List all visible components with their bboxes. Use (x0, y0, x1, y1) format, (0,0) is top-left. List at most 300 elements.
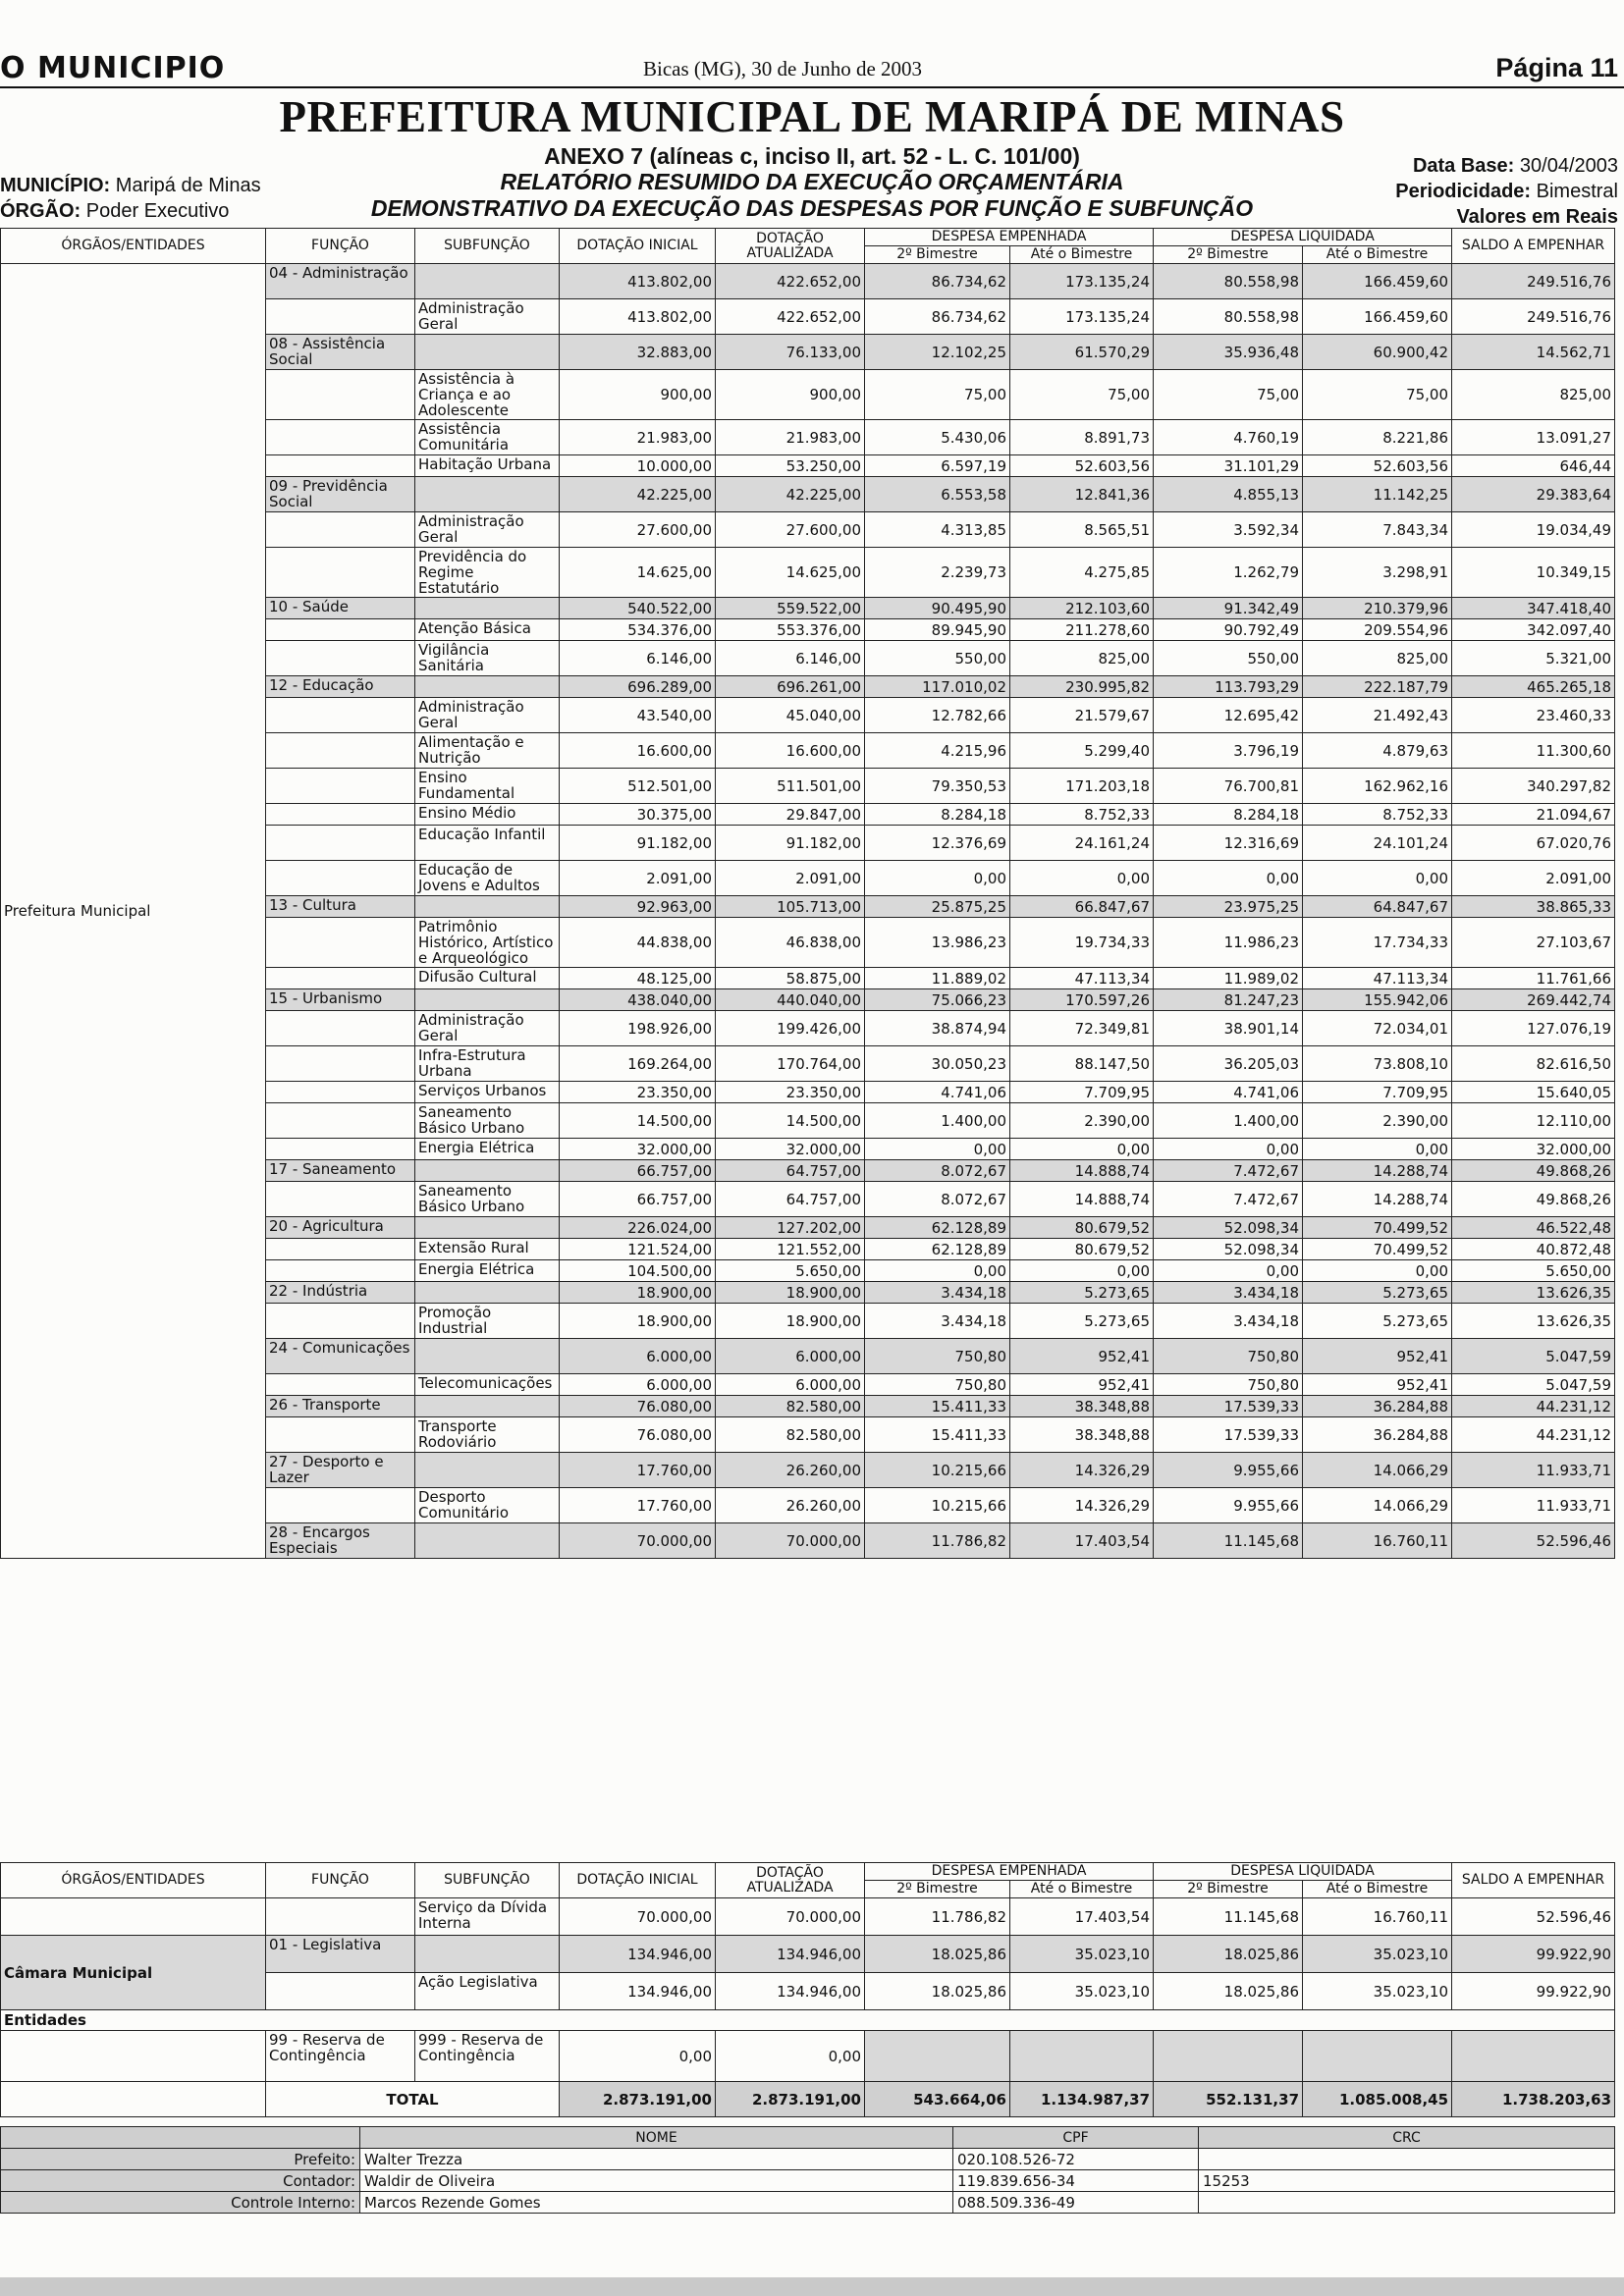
value-cell: 6.597,19 (865, 455, 1010, 477)
value-cell: 14.500,00 (560, 1103, 716, 1139)
value-cell: 3.434,18 (865, 1304, 1010, 1339)
value-cell: 11.786,82 (865, 1898, 1010, 1936)
value-cell: 16.600,00 (716, 733, 865, 769)
value-cell: 199.426,00 (716, 1011, 865, 1046)
value-cell: 36.284,88 (1303, 1417, 1452, 1453)
funcao-cell (266, 769, 415, 804)
value-cell: 7.843,34 (1303, 512, 1452, 548)
value-cell: 14.066,29 (1303, 1488, 1452, 1523)
value-cell: 44.838,00 (560, 918, 716, 968)
value-cell: 14.288,74 (1303, 1182, 1452, 1217)
subfuncao-cell: Previdência do Regime Estatutário (415, 548, 560, 598)
subfuncao-cell: Administração Geral (415, 299, 560, 335)
value-cell: 4.215,96 (865, 733, 1010, 769)
value-cell: 75.066,23 (865, 989, 1010, 1011)
value-cell: 25.875,25 (865, 896, 1010, 918)
signature-role: Controle Interno: (1, 2192, 360, 2214)
value-cell: 64.757,00 (716, 1182, 865, 1217)
data-base-label: Data Base: (1412, 155, 1515, 177)
valores-label: Valores em Reais (1456, 206, 1618, 228)
value-cell: 1.262,79 (1154, 548, 1303, 598)
empty-cell (1303, 2031, 1452, 2082)
value-cell: 9.955,66 (1154, 1453, 1303, 1488)
value-cell: 30.375,00 (560, 804, 716, 826)
header-crc: CRC (1199, 2127, 1615, 2149)
value-cell: 212.103,60 (1010, 598, 1154, 619)
total-value: 543.664,06 (865, 2082, 1010, 2117)
header-subfuncao: SUBFUNÇÃO (415, 229, 560, 264)
value-cell: 750,80 (865, 1339, 1010, 1374)
value-cell: 8.891,73 (1010, 420, 1154, 455)
value-cell: 76.133,00 (716, 335, 865, 370)
value-cell: 12.110,00 (1452, 1103, 1615, 1139)
value-cell: 11.142,25 (1303, 477, 1452, 512)
value-cell: 24.101,24 (1303, 826, 1452, 861)
value-cell: 75,00 (865, 370, 1010, 420)
value-cell: 38.348,88 (1010, 1396, 1154, 1417)
value-cell: 11.933,71 (1452, 1453, 1615, 1488)
header-despesa-liquidada: DESPESA LIQUIDADA (1154, 1863, 1452, 1881)
funcao-cell: 17 - Saneamento (266, 1160, 415, 1182)
value-cell: 413.802,00 (560, 299, 716, 335)
value-cell: 512.501,00 (560, 769, 716, 804)
value-cell: 13.626,35 (1452, 1304, 1615, 1339)
subfuncao-cell: Assistência à Criança e ao Adolescente (415, 370, 560, 420)
funcao-cell: 10 - Saúde (266, 598, 415, 619)
value-cell: 52.098,34 (1154, 1217, 1303, 1239)
value-cell: 42.225,00 (716, 477, 865, 512)
funcao-cell (266, 1046, 415, 1082)
value-cell: 2.091,00 (560, 861, 716, 896)
value-cell: 117.010,02 (865, 676, 1010, 698)
value-cell: 11.989,02 (1154, 968, 1303, 989)
value-cell: 173.135,24 (1010, 299, 1154, 335)
header-liq-ate: Até o Bimestre (1303, 246, 1452, 264)
funcao-cell (266, 1103, 415, 1139)
value-cell: 0,00 (1303, 1139, 1452, 1160)
signature-cpf: 020.108.526-72 (953, 2149, 1199, 2170)
value-cell: 8.565,51 (1010, 512, 1154, 548)
value-cell: 4.741,06 (865, 1082, 1010, 1103)
header-nome: NOME (360, 2127, 953, 2149)
value-cell: 127.202,00 (716, 1217, 865, 1239)
value-cell: 825,00 (1303, 641, 1452, 676)
signatures-table (0, 2126, 1615, 2214)
funcao-cell (266, 641, 415, 676)
value-cell: 3.434,18 (1154, 1304, 1303, 1339)
value-cell: 413.802,00 (560, 264, 716, 299)
table-row (1, 1898, 1615, 1936)
value-cell: 99.922,90 (1452, 1973, 1615, 2010)
value-cell: 347.418,40 (1452, 598, 1615, 619)
subfuncao-cell (415, 1160, 560, 1182)
subfuncao-cell: Assistência Comunitária (415, 420, 560, 455)
value-cell: 44.231,12 (1452, 1417, 1615, 1453)
value-cell: 70.000,00 (560, 1898, 716, 1936)
value-cell: 52.596,46 (1452, 1523, 1615, 1559)
value-cell: 230.995,82 (1010, 676, 1154, 698)
value-cell: 18.025,86 (865, 1973, 1010, 2010)
value-cell: 23.975,25 (1154, 896, 1303, 918)
value-cell: 29.383,64 (1452, 477, 1615, 512)
value-cell: 26.260,00 (716, 1488, 865, 1523)
value-cell: 23.460,33 (1452, 698, 1615, 733)
value-cell: 105.713,00 (716, 896, 865, 918)
value-cell: 0,00 (1010, 861, 1154, 896)
value-cell: 27.600,00 (560, 512, 716, 548)
value-cell: 21.983,00 (560, 420, 716, 455)
value-cell: 7.709,95 (1303, 1082, 1452, 1103)
value-cell: 2.390,00 (1303, 1103, 1452, 1139)
header-emp-bim2: 2º Bimestre (865, 246, 1010, 264)
value-cell: 31.101,29 (1154, 455, 1303, 477)
value-cell: 27.103,67 (1452, 918, 1615, 968)
value-cell: 90.792,49 (1154, 619, 1303, 641)
value-cell: 559.522,00 (716, 598, 865, 619)
value-cell: 134.946,00 (716, 1936, 865, 1973)
value-cell: 900,00 (716, 370, 865, 420)
subfuncao-cell: Ensino Fundamental (415, 769, 560, 804)
value-cell: 6.146,00 (560, 641, 716, 676)
value-cell: 6.000,00 (716, 1374, 865, 1396)
value-cell: 170.597,26 (1010, 989, 1154, 1011)
value-cell: 422.652,00 (716, 264, 865, 299)
funcao-cell (266, 1011, 415, 1046)
signature-role: Contador: (1, 2170, 360, 2192)
value-cell: 0,00 (865, 861, 1010, 896)
funcao-cell (266, 1488, 415, 1523)
value-cell: 465.265,18 (1452, 676, 1615, 698)
funcao-cell: 27 - Desporto e Lazer (266, 1453, 415, 1488)
value-cell: 91.342,49 (1154, 598, 1303, 619)
value-cell: 342.097,40 (1452, 619, 1615, 641)
value-cell: 62.128,89 (865, 1217, 1010, 1239)
value-cell: 10.215,66 (865, 1488, 1010, 1523)
value-cell: 6.000,00 (716, 1339, 865, 1374)
subfuncao-cell (415, 1396, 560, 1417)
header-liq-bim2: 2º Bimestre (1154, 1881, 1303, 1898)
value-cell: 7.472,67 (1154, 1182, 1303, 1217)
value-cell: 30.050,23 (865, 1046, 1010, 1082)
value-cell: 36.284,88 (1303, 1396, 1452, 1417)
header-row (1, 229, 1615, 246)
value-cell: 249.516,76 (1452, 299, 1615, 335)
value-cell: 35.936,48 (1154, 335, 1303, 370)
value-cell: 5.321,00 (1452, 641, 1615, 676)
value-cell: 750,80 (1154, 1339, 1303, 1374)
header-dotacao-inicial: DOTAÇÃO INICIAL (560, 229, 716, 264)
periodicidade-value: Bimestral (1536, 181, 1618, 202)
signature-name: Waldir de Oliveira (360, 2170, 953, 2192)
value-cell: 3.298,91 (1303, 548, 1452, 598)
value-cell: 64.757,00 (716, 1160, 865, 1182)
value-cell: 14.066,29 (1303, 1453, 1452, 1488)
funcao-row (1, 264, 1615, 299)
value-cell: 14.625,00 (560, 548, 716, 598)
value-cell: 222.187,79 (1303, 676, 1452, 698)
value-cell: 38.348,88 (1010, 1417, 1154, 1453)
value-cell: 21.579,67 (1010, 698, 1154, 733)
value-cell: 104.500,00 (560, 1260, 716, 1282)
value-cell: 35.023,10 (1010, 1973, 1154, 2010)
funcao-cell (266, 370, 415, 420)
signature-crc (1199, 2192, 1615, 2214)
value-cell: 18.900,00 (560, 1304, 716, 1339)
value-cell: 173.135,24 (1010, 264, 1154, 299)
value-cell: 0,00 (1303, 1260, 1452, 1282)
value-cell: 46.522,48 (1452, 1217, 1615, 1239)
empty-cell (1, 2127, 360, 2149)
subfuncao-cell: Extensão Rural (415, 1239, 560, 1260)
subfuncao-cell: Vigilância Sanitária (415, 641, 560, 676)
value-cell: 166.459,60 (1303, 264, 1452, 299)
value-cell: 4.741,06 (1154, 1082, 1303, 1103)
value-cell: 10.000,00 (560, 455, 716, 477)
header-funcao: FUNÇÃO (266, 1863, 415, 1898)
value-cell: 438.040,00 (560, 989, 716, 1011)
signature-name: Marcos Rezende Gomes (360, 2192, 953, 2214)
value-cell: 169.264,00 (560, 1046, 716, 1082)
value-cell: 7.472,67 (1154, 1160, 1303, 1182)
value-cell: 46.838,00 (716, 918, 865, 968)
value-cell: 89.945,90 (865, 619, 1010, 641)
funcao-cell: 01 - Legislativa (266, 1936, 415, 1973)
subfuncao-cell: Infra-Estrutura Urbana (415, 1046, 560, 1082)
value-cell: 8.752,33 (1303, 804, 1452, 826)
value-cell: 11.300,60 (1452, 733, 1615, 769)
value-cell: 52.603,56 (1303, 455, 1452, 477)
header-emp-bim2: 2º Bimestre (865, 1881, 1010, 1898)
value-cell: 11.761,66 (1452, 968, 1615, 989)
value-cell: 66.757,00 (560, 1160, 716, 1182)
value-cell: 72.349,81 (1010, 1011, 1154, 1046)
value-cell: 18.025,86 (1154, 1936, 1303, 1973)
value-cell: 5.299,40 (1010, 733, 1154, 769)
header-orgaos: ÓRGÃOS/ENTIDADES (1, 229, 266, 264)
subfuncao-cell: Alimentação e Nutrição (415, 733, 560, 769)
value-cell: 82.616,50 (1452, 1046, 1615, 1082)
value-cell: 70.499,52 (1303, 1217, 1452, 1239)
subfuncao-cell: Promoção Industrial (415, 1304, 560, 1339)
funcao-cell: 24 - Comunicações (266, 1339, 415, 1374)
value-cell: 92.963,00 (560, 896, 716, 918)
value-cell: 70.000,00 (716, 1898, 865, 1936)
table-row (1, 2031, 1615, 2082)
report-subtitle: RELATÓRIO RESUMIDO DA EXECUÇÃO ORÇAMENTÁRIA (500, 169, 1124, 194)
signature-row (1, 2170, 1615, 2192)
signature-crc: 15253 (1199, 2170, 1615, 2192)
subfuncao-cell (415, 1936, 560, 1973)
value-cell: 44.231,12 (1452, 1396, 1615, 1417)
subfuncao-cell (415, 335, 560, 370)
value-cell: 269.442,74 (1452, 989, 1615, 1011)
value-cell: 38.874,94 (865, 1011, 1010, 1046)
total-value: 1.134.987,37 (1010, 2082, 1154, 2117)
value-cell: 825,00 (1010, 641, 1154, 676)
value-cell: 422.652,00 (716, 299, 865, 335)
value-cell: 18.900,00 (560, 1282, 716, 1304)
subfuncao-cell: Desporto Comunitário (415, 1488, 560, 1523)
value-cell: 952,41 (1010, 1339, 1154, 1374)
value-cell: 13.091,27 (1452, 420, 1615, 455)
funcao-cell: 09 - Previdência Social (266, 477, 415, 512)
value-cell: 0,00 (1303, 861, 1452, 896)
value-cell: 17.760,00 (560, 1453, 716, 1488)
value-cell: 2.091,00 (716, 861, 865, 896)
value-cell: 17.760,00 (560, 1488, 716, 1523)
header-funcao: FUNÇÃO (266, 229, 415, 264)
empty-cell (865, 2031, 1010, 2082)
value-cell: 4.879,63 (1303, 733, 1452, 769)
value-cell: 209.554,96 (1303, 619, 1452, 641)
value-cell: 17.539,33 (1154, 1396, 1303, 1417)
funcao-cell: 20 - Agricultura (266, 1217, 415, 1239)
funcao-cell (266, 420, 415, 455)
value-cell: 550,00 (865, 641, 1010, 676)
subfuncao-cell (415, 896, 560, 918)
value-cell: 9.955,66 (1154, 1488, 1303, 1523)
header-saldo: SALDO A EMPENHAR (1452, 229, 1615, 264)
value-cell: 6.000,00 (560, 1339, 716, 1374)
value-cell: 14.500,00 (716, 1103, 865, 1139)
total-value: 552.131,37 (1154, 2082, 1303, 2117)
value-cell: 155.942,06 (1303, 989, 1452, 1011)
subfuncao-cell: 999 - Reserva de Contingência (415, 2031, 560, 2082)
value-cell: 0,00 (716, 2031, 865, 2082)
value-cell: 48.125,00 (560, 968, 716, 989)
empty-cell (1154, 2031, 1303, 2082)
value-cell: 8.072,67 (865, 1160, 1010, 1182)
value-cell: 35.023,10 (1303, 1936, 1452, 1973)
funcao-cell (266, 619, 415, 641)
value-cell: 210.379,96 (1303, 598, 1452, 619)
value-cell: 32.000,00 (716, 1139, 865, 1160)
value-cell: 7.709,95 (1010, 1082, 1154, 1103)
funcao-cell: 28 - Encargos Especiais (266, 1523, 415, 1559)
value-cell: 11.933,71 (1452, 1488, 1615, 1523)
funcao-cell (266, 968, 415, 989)
header-subfuncao: SUBFUNÇÃO (415, 1863, 560, 1898)
value-cell: 2.239,73 (865, 548, 1010, 598)
value-cell: 2.390,00 (1010, 1103, 1154, 1139)
value-cell: 171.203,18 (1010, 769, 1154, 804)
subfuncao-cell: Atenção Básica (415, 619, 560, 641)
value-cell: 82.580,00 (716, 1396, 865, 1417)
value-cell: 80.558,98 (1154, 264, 1303, 299)
value-cell: 5.650,00 (716, 1260, 865, 1282)
repeat-header-row (1, 1863, 1615, 1881)
value-cell: 58.875,00 (716, 968, 865, 989)
org-cell-camara: Câmara Municipal (1, 1936, 266, 2010)
value-cell: 13.986,23 (865, 918, 1010, 968)
value-cell: 52.603,56 (1010, 455, 1154, 477)
subfuncao-cell (415, 1453, 560, 1488)
value-cell: 5.273,65 (1010, 1282, 1154, 1304)
value-cell: 952,41 (1010, 1374, 1154, 1396)
value-cell: 340.297,82 (1452, 769, 1615, 804)
value-cell: 38.865,33 (1452, 896, 1615, 918)
value-cell: 73.808,10 (1303, 1046, 1452, 1082)
value-cell: 5.047,59 (1452, 1339, 1615, 1374)
value-cell: 99.922,90 (1452, 1936, 1615, 1973)
value-cell: 18.025,86 (1154, 1973, 1303, 2010)
funcao-cell: 13 - Cultura (266, 896, 415, 918)
periodicidade-label: Periodicidade: (1395, 181, 1532, 202)
value-cell: 47.113,34 (1303, 968, 1452, 989)
page-bottom-band (0, 2277, 1624, 2296)
value-cell: 226.024,00 (560, 1217, 716, 1239)
value-cell: 646,44 (1452, 455, 1615, 477)
value-cell: 750,80 (865, 1374, 1010, 1396)
value-cell: 12.102,25 (865, 335, 1010, 370)
municipio-value: Maripá de Minas (115, 175, 261, 196)
value-cell: 75,00 (1303, 370, 1452, 420)
value-cell: 952,41 (1303, 1339, 1452, 1374)
value-cell: 72.034,01 (1303, 1011, 1452, 1046)
funcao-cell (266, 733, 415, 769)
value-cell: 8.221,86 (1303, 420, 1452, 455)
empty-cell (1, 2082, 266, 2117)
value-cell: 11.145,68 (1154, 1898, 1303, 1936)
publication-date: Bicas (MG), 30 de Junho de 2003 (643, 57, 923, 80)
report-period-info (1395, 153, 1618, 230)
subfuncao-cell (415, 1282, 560, 1304)
value-cell: 16.760,11 (1303, 1523, 1452, 1559)
header-emp-ate: Até o Bimestre (1010, 246, 1154, 264)
value-cell: 15.640,05 (1452, 1082, 1615, 1103)
value-cell: 45.040,00 (716, 698, 865, 733)
value-cell: 166.459,60 (1303, 299, 1452, 335)
header-despesa-liquidada: DESPESA LIQUIDADA (1154, 229, 1452, 246)
subfuncao-cell: Patrimônio Histórico, Artístico e Arqueológico (415, 918, 560, 968)
newspaper-name: O MUNICIPIO (0, 51, 226, 85)
value-cell: 21.094,67 (1452, 804, 1615, 826)
value-cell: 211.278,60 (1010, 619, 1154, 641)
value-cell: 10.349,15 (1452, 548, 1615, 598)
funcao-cell (266, 918, 415, 968)
header-cpf: CPF (953, 2127, 1199, 2149)
signature-cpf: 088.509.336-49 (953, 2192, 1199, 2214)
value-cell: 4.275,85 (1010, 548, 1154, 598)
expense-table (0, 228, 1615, 1559)
value-cell: 8.072,67 (865, 1182, 1010, 1217)
value-cell: 750,80 (1154, 1374, 1303, 1396)
funcao-cell: 26 - Transporte (266, 1396, 415, 1417)
value-cell: 440.040,00 (716, 989, 865, 1011)
funcao-cell (266, 826, 415, 861)
value-cell: 5.273,65 (1010, 1304, 1154, 1339)
value-cell: 696.289,00 (560, 676, 716, 698)
value-cell: 17.539,33 (1154, 1417, 1303, 1453)
funcao-cell (266, 455, 415, 477)
value-cell: 134.946,00 (560, 1936, 716, 1973)
funcao-cell: 22 - Indústria (266, 1282, 415, 1304)
value-cell: 6.000,00 (560, 1374, 716, 1396)
value-cell: 70.499,52 (1303, 1239, 1452, 1260)
value-cell: 12.376,69 (865, 826, 1010, 861)
value-cell: 12.782,66 (865, 698, 1010, 733)
value-cell: 16.760,11 (1303, 1898, 1452, 1936)
value-cell: 62.128,89 (865, 1239, 1010, 1260)
value-cell: 66.847,67 (1010, 896, 1154, 918)
value-cell: 76.700,81 (1154, 769, 1303, 804)
value-cell: 3.796,19 (1154, 733, 1303, 769)
value-cell: 5.650,00 (1452, 1260, 1615, 1282)
value-cell: 3.434,18 (1154, 1282, 1303, 1304)
value-cell: 162.962,16 (1303, 769, 1452, 804)
subfuncao-cell: Saneamento Básico Urbano (415, 1182, 560, 1217)
value-cell: 14.288,74 (1303, 1160, 1452, 1182)
